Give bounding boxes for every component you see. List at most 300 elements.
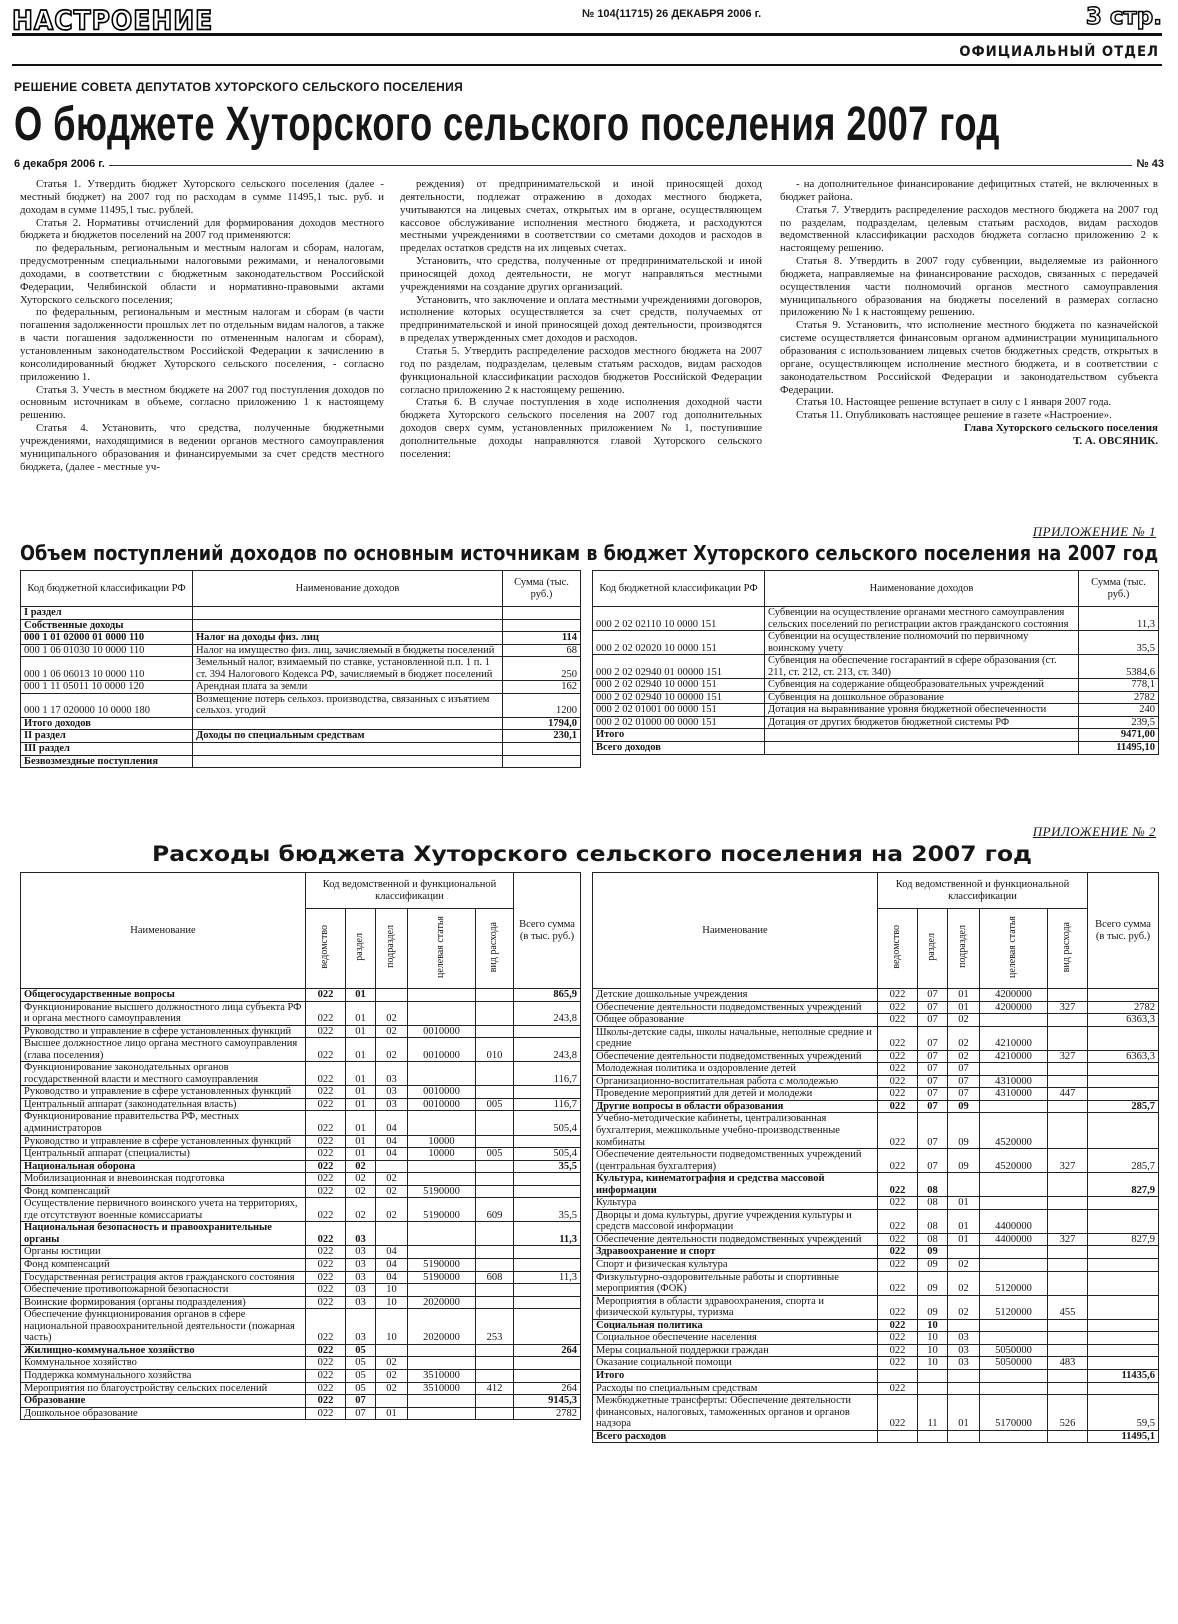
vid-rashoda-cell: [476, 989, 514, 1002]
expense-row: [21, 1309, 581, 1345]
vedomstvo-cell: 022: [878, 1075, 918, 1088]
expense-name-cell: Здравоохранение и спорт: [593, 1246, 878, 1259]
article-column-2: [400, 178, 762, 461]
razdel-cell: 02: [346, 1185, 376, 1198]
expense-name-cell: Школы-детские сады, школы начальные, неполные средние и средние: [593, 1026, 878, 1050]
razdel-cell: 10: [918, 1332, 948, 1345]
income-sum-cell: [503, 743, 581, 756]
razdel-cell: 09: [918, 1271, 948, 1295]
income-code-cell: II раздел: [21, 730, 193, 743]
income-row: [21, 644, 581, 657]
expense-sum-cell: [1088, 1271, 1159, 1295]
vid-rashoda-cell: [1048, 1382, 1088, 1395]
vedomstvo-cell: 022: [878, 1233, 918, 1246]
expense-sum-cell: [1088, 1075, 1159, 1088]
expense-name-cell: Руководство и управление в сфере установленных функций: [21, 1086, 306, 1099]
vid-rashoda-cell: 327: [1048, 1050, 1088, 1063]
income-row: [593, 729, 1159, 742]
razdel-cell: 07: [346, 1407, 376, 1420]
cel-statya-cell: [980, 1014, 1048, 1027]
podrazdel-cell: 02: [948, 1271, 980, 1295]
dateline: [14, 158, 1164, 172]
podrazdel-cell: 09: [948, 1100, 980, 1113]
podrazdel-cell: 02: [376, 1025, 408, 1038]
dateline-rule: [14, 165, 1164, 166]
expense-sum-cell: 35,5: [514, 1198, 581, 1222]
expense-sum-cell: 264: [514, 1382, 581, 1395]
vedomstvo-cell: 022: [878, 1344, 918, 1357]
cel-statya-cell: [980, 1063, 1048, 1076]
razdel-cell: 01: [346, 1001, 376, 1025]
expense-row: [593, 1088, 1159, 1101]
expense-sum-cell: [514, 1369, 581, 1382]
income-name-cell: [193, 743, 503, 756]
income-sum-header: Сумма (тыс. руб.): [503, 571, 581, 607]
vid-rashoda-cell: [1048, 1026, 1088, 1050]
vedomstvo-cell: 022: [306, 1259, 346, 1272]
income-row: [21, 717, 581, 730]
podrazdel-cell: 01: [376, 1407, 408, 1420]
cel-statya-cell: [408, 1344, 476, 1357]
income-row: [593, 691, 1159, 704]
podrazdel-cell: 03: [376, 1098, 408, 1111]
income-sum-cell: 11,3: [1079, 607, 1159, 631]
expense-row: [593, 1233, 1159, 1246]
expense-row: [21, 1111, 581, 1135]
vedomstvo-cell: 022: [878, 1271, 918, 1295]
expense-row: [593, 1173, 1159, 1197]
income-row: [593, 631, 1159, 655]
expense-sum-cell: 35,5: [514, 1160, 581, 1173]
razdel-cell: 07: [918, 1001, 948, 1014]
vedomstvo-cell: 022: [878, 1395, 918, 1431]
vid-rashoda-cell: 455: [1048, 1295, 1088, 1319]
expense-sum-cell: [1088, 1209, 1159, 1233]
podrazdel-cell: 02: [376, 1369, 408, 1382]
expense-name-cell: Образование: [21, 1395, 306, 1408]
income-code-cell: 000 2 02 02940 10 00000 151: [593, 691, 765, 704]
expense-name-cell: Обеспечение противопожарной безопасности: [21, 1284, 306, 1297]
expense-name-cell: Всего расходов: [593, 1430, 878, 1443]
expense-row: [593, 1395, 1159, 1431]
vedomstvo-cell: 022: [306, 1111, 346, 1135]
article-paragraph: - на дополнительное финансирование дефицитных статей, не включенных в бюджет района.: [780, 178, 1158, 203]
masthead: [12, 6, 1162, 36]
cel-statya-cell: 10000: [408, 1148, 476, 1161]
expense-name-cell: Обеспечение деятельности подведомственных учреждений: [593, 1050, 878, 1063]
income-sum-cell: [503, 619, 581, 632]
cel-statya-cell: [408, 1395, 476, 1408]
expense-row: [21, 1296, 581, 1309]
podrazdel-cell: 01: [948, 1209, 980, 1233]
cel-statya-cell: 4200000: [980, 1001, 1048, 1014]
cel-statya-cell: [408, 1222, 476, 1246]
vedomstvo-cell: 022: [878, 1063, 918, 1076]
razdel-cell: 01: [346, 1111, 376, 1135]
vid-rashoda-cell: [476, 1246, 514, 1259]
podrazdel-cell: 02: [948, 1295, 980, 1319]
vid-rashoda-cell: [476, 1111, 514, 1135]
income-code-cell: Безвозмездные поступления: [21, 755, 193, 768]
razdel-cell: 03: [346, 1246, 376, 1259]
razdel-cell: 03: [346, 1284, 376, 1297]
cel-statya-cell: [980, 1173, 1048, 1197]
expense-row: [21, 989, 581, 1002]
expense-row: [593, 1113, 1159, 1149]
expense-sum-cell: [514, 1135, 581, 1148]
article-column-1: [20, 178, 384, 473]
razdel-cell: 07: [918, 1088, 948, 1101]
vedomstvo-cell: 022: [878, 1319, 918, 1332]
vedomstvo-cell: 022: [878, 1113, 918, 1149]
income-table-right: [592, 570, 1159, 755]
razdel-cell: 01: [346, 1086, 376, 1099]
cel-statya-cell: [408, 989, 476, 1002]
razdel-cell: 09: [918, 1259, 948, 1272]
income-row: [21, 743, 581, 756]
cel-statya-cell: [980, 1319, 1048, 1332]
cel-statya-cell: 0010000: [408, 1098, 476, 1111]
expense-row: [593, 1014, 1159, 1027]
razdel-cell: 07: [918, 1149, 948, 1173]
vedomstvo-cell: 022: [306, 1160, 346, 1173]
vedomstvo-cell: 022: [878, 1050, 918, 1063]
razdel-cell: 05: [346, 1357, 376, 1370]
expense-row: [21, 1407, 581, 1420]
income-code-cell: Всего доходов: [593, 742, 765, 755]
expense-row: [593, 1259, 1159, 1272]
expense-name-cell: Обеспечение деятельности подведомственных учреждений (центральная бухгалтерия): [593, 1149, 878, 1173]
expense-row: [593, 989, 1159, 1002]
income-code-cell: 000 2 02 02020 10 0000 151: [593, 631, 765, 655]
vedomstvo-cell: 022: [306, 1296, 346, 1309]
podrazdel-cell: 02: [948, 1014, 980, 1027]
expense-sum-cell: [514, 1185, 581, 1198]
expense-name-cell: Детские дошкольные учреждения: [593, 989, 878, 1002]
income-code-cell: 000 2 02 02940 10 0000 151: [593, 679, 765, 692]
expense-name-cell: Коммунальное хозяйство: [21, 1357, 306, 1370]
newspaper-logo: НАСТРОЕНИЕ: [12, 5, 214, 36]
vedomstvo-cell: 022: [306, 1148, 346, 1161]
vedomstvo-header: ведомство: [891, 924, 903, 969]
cel-statya-cell: 5170000: [980, 1395, 1048, 1431]
expense-name-cell: Функционирование законодательных органов государственной власти и местного самоуправления: [21, 1062, 306, 1086]
razdel-cell: 07: [918, 1075, 948, 1088]
vedomstvo-cell: 022: [306, 1086, 346, 1099]
expense-row: [593, 1369, 1159, 1382]
cel-header: целевая статья: [1007, 915, 1019, 978]
expense-sum-cell: [1088, 1344, 1159, 1357]
cel-statya-cell: [980, 1369, 1048, 1382]
cel-statya-cell: 3510000: [408, 1382, 476, 1395]
vid-rashoda-cell: [1048, 1100, 1088, 1113]
razdel-cell: 09: [918, 1295, 948, 1319]
cel-statya-cell: 5190000: [408, 1259, 476, 1272]
vid-rashoda-cell: [476, 1173, 514, 1186]
expense-name-cell: Физкультурно-оздоровительные работы и спортивные мероприятия (ФОК): [593, 1271, 878, 1295]
razdel-header: раздел: [926, 932, 938, 961]
article-paragraph: Статья 9. Установить, что исполнение местного бюджета по казначейской системе осуществляется финансовым органом администрации муниципального образования с использованием лицевых счетов бюджетных средств, открытых в органе, осуществляющем исполнение местного бюджета, и в соответствии с законодательством Российской Федерации и законодательством субъекта Федерации.: [780, 319, 1158, 396]
podrazdel-cell: [948, 1382, 980, 1395]
podrazdel-cell: 03: [948, 1344, 980, 1357]
vedomstvo-cell: 022: [306, 1284, 346, 1297]
column-3-text: [780, 178, 1158, 422]
expense-name-cell: Дошкольное образование: [21, 1407, 306, 1420]
vedomstvo-cell: 022: [878, 1149, 918, 1173]
vid-rashoda-cell: [1048, 1246, 1088, 1259]
expense-row: [593, 1246, 1159, 1259]
expense-name-cell: Культура: [593, 1197, 878, 1210]
podrazdel-cell: 10: [376, 1296, 408, 1309]
cel-statya-cell: 0010000: [408, 1025, 476, 1038]
razdel-cell: 10: [918, 1319, 948, 1332]
vedomstvo-cell: 022: [878, 1246, 918, 1259]
income-sum-cell: 230,1: [503, 730, 581, 743]
article-paragraph: Статья 1. Утвердить бюджет Хуторского сельского поселения (далее - местный бюджет) на 2007 год по расходам в сумме 11495,1 тыс. руб. и доходам в сумме 11495,1 тыс. рублей.: [20, 178, 384, 216]
vid-rashoda-cell: 609: [476, 1198, 514, 1222]
income-code-cell: 000 1 06 01030 10 0000 110: [21, 644, 193, 657]
vid-rashoda-cell: 526: [1048, 1395, 1088, 1431]
income-code-header: Код бюджетной классификации РФ: [593, 571, 765, 607]
expense-row: [21, 1271, 581, 1284]
income-table-left: [20, 570, 581, 768]
razdel-cell: 02: [346, 1160, 376, 1173]
expense-row: [593, 1319, 1159, 1332]
expense-row: [21, 1222, 581, 1246]
income-sum-cell: 11495,10: [1079, 742, 1159, 755]
expense-sum-cell: [1088, 1357, 1159, 1370]
razdel-header: раздел: [354, 932, 366, 961]
vid-rashoda-cell: [476, 1259, 514, 1272]
expense-sum-cell: 285,7: [1088, 1149, 1159, 1173]
expense-name-cell: Руководство и управление в сфере установленных функций: [21, 1025, 306, 1038]
decision-date: 6 декабря 2006 г.: [14, 158, 109, 171]
income-code-cell: 000 2 02 02110 10 0000 151: [593, 607, 765, 631]
income-code-cell: 000 1 01 02000 01 0000 110: [21, 632, 193, 645]
expense-sum-cell: [1088, 1332, 1159, 1345]
expense-row: [21, 1160, 581, 1173]
decision-number: № 43: [1132, 158, 1164, 171]
income-name-cell: Доходы по специальным средствам: [193, 730, 503, 743]
podrazdel-cell: [948, 1319, 980, 1332]
vid-rashoda-cell: 447: [1048, 1088, 1088, 1101]
vid-rashoda-cell: [1048, 1369, 1088, 1382]
income-row: [593, 704, 1159, 717]
razdel-cell: 08: [918, 1209, 948, 1233]
razdel-cell: 01: [346, 1038, 376, 1062]
vedomstvo-cell: 022: [306, 1246, 346, 1259]
expense-row: [593, 1197, 1159, 1210]
vid-rashoda-cell: [1048, 1173, 1088, 1197]
razdel-cell: 01: [346, 1148, 376, 1161]
article-paragraph: Статья 8. Утвердить в 2007 году субвенции, выделяемые из районного бюджета, направляемые на финансирование расходов, связанных с передачей осуществления части полномочий органов местного самоуправления муниципального образования на бюджеты поселений в размерах согласно приложению № 1 к настоящему решению.: [780, 255, 1158, 319]
expense-name-cell: Мероприятия в области здравоохранения, спорта и физической культуры, туризма: [593, 1295, 878, 1319]
expense-row: [21, 1382, 581, 1395]
razdel-cell: 08: [918, 1173, 948, 1197]
expense-table-right: [592, 872, 1159, 1443]
podrazdel-cell: [376, 1160, 408, 1173]
expense-sum-cell: [514, 1296, 581, 1309]
vedomstvo-header: ведомство: [319, 924, 331, 969]
podrazdel-cell: 10: [376, 1284, 408, 1297]
podrazdel-cell: 09: [948, 1113, 980, 1149]
expense-name-cell: Центральный аппарат (специалисты): [21, 1148, 306, 1161]
expense-row: [593, 1357, 1159, 1370]
vid-rashoda-cell: 010: [476, 1038, 514, 1062]
vedomstvo-cell: 022: [878, 1088, 918, 1101]
expense-row: [21, 1025, 581, 1038]
podrazdel-cell: 03: [948, 1357, 980, 1370]
income-name-cell: [765, 729, 1079, 742]
cel-statya-cell: 5120000: [980, 1295, 1048, 1319]
razdel-cell: 11: [918, 1395, 948, 1431]
expense-table-left: [20, 872, 581, 1420]
vedomstvo-cell: 022: [878, 989, 918, 1002]
expense-sum-cell: [1088, 1319, 1159, 1332]
expense-sum-cell: [1088, 1259, 1159, 1272]
vid-rashoda-cell: [476, 1344, 514, 1357]
podrazdel-cell: 03: [376, 1062, 408, 1086]
income-name-cell: Дотация на выравнивание уровня бюджетной обеспеченности: [765, 704, 1079, 717]
podrazdel-cell: 02: [376, 1382, 408, 1395]
razdel-cell: 07: [918, 1100, 948, 1113]
cel-statya-cell: 4310000: [980, 1088, 1048, 1101]
cel-statya-cell: [980, 1246, 1048, 1259]
income-code-cell: 000 2 02 01000 00 0000 151: [593, 716, 765, 729]
vedomstvo-cell: 022: [878, 1014, 918, 1027]
expense-sum-cell: 6363,3: [1088, 1050, 1159, 1063]
income-code-cell: 000 2 02 02940 01 00000 151: [593, 655, 765, 679]
expense-row: [21, 1357, 581, 1370]
expense-name-header: Наименование: [593, 873, 878, 989]
razdel-cell: 03: [346, 1222, 376, 1246]
income-sum-cell: 239,5: [1079, 716, 1159, 729]
podrazdel-cell: [948, 1173, 980, 1197]
income-row: [21, 755, 581, 768]
expense-row: [21, 1086, 581, 1099]
vid-rashoda-cell: 005: [476, 1148, 514, 1161]
expense-name-cell: Органы юстиции: [21, 1246, 306, 1259]
income-row: [593, 607, 1159, 631]
expense-name-cell: Высшее должностное лицо органа местного самоуправления (глава поселения): [21, 1038, 306, 1062]
expense-name-cell: Меры социальной поддержки граждан: [593, 1344, 878, 1357]
vid-rashoda-cell: [476, 1160, 514, 1173]
cel-statya-cell: 5050000: [980, 1344, 1048, 1357]
expense-sum-cell: 243,8: [514, 1038, 581, 1062]
vid-rashoda-cell: [1048, 1319, 1088, 1332]
appendix-2-label: ПРИЛОЖЕНИЕ № 2: [1032, 824, 1156, 839]
vedomstvo-cell: 022: [878, 1209, 918, 1233]
income-sum-header: Сумма (тыс. руб.): [1079, 571, 1159, 607]
income-code-cell: III раздел: [21, 743, 193, 756]
razdel-cell: 10: [918, 1357, 948, 1370]
income-code-cell: Итого: [593, 729, 765, 742]
podrazdel-cell: 02: [376, 1198, 408, 1222]
razdel-cell: 09: [918, 1246, 948, 1259]
cel-statya-cell: [408, 1173, 476, 1186]
article-paragraph: по федеральным, региональным и местным налогам и сборам (в части погашения задолженности прошлых лет по отдельным видам налогов, а также в части погашения задолженности по отмененным налогам и сборам), установленным законодательством Российской Федерации к зачислению в консолидированный бюджет Хуторского сельского поселения, - согласно приложению 1.: [20, 306, 384, 383]
vid-rashoda-cell: [476, 1135, 514, 1148]
vid-rashoda-cell: 483: [1048, 1357, 1088, 1370]
expense-sum-cell: 505,4: [514, 1148, 581, 1161]
expense-sum-cell: 116,7: [514, 1062, 581, 1086]
vedomstvo-cell: 022: [306, 1135, 346, 1148]
article-paragraph: Статья 2. Нормативы отчислений для формирования доходов местного бюджета и бюджетов поселений на 2007 год применяются:: [20, 216, 384, 242]
podrazdel-cell: 02: [376, 1038, 408, 1062]
expense-name-cell: Центральный аппарат (законодательная власть): [21, 1098, 306, 1111]
razdel-cell: 02: [346, 1198, 376, 1222]
expense-sum-cell: 116,7: [514, 1098, 581, 1111]
expense-row: [593, 1382, 1159, 1395]
cel-header: целевая статья: [435, 915, 447, 978]
expense-row: [593, 1149, 1159, 1173]
income-row: [593, 742, 1159, 755]
classification-header: Код ведомственной и функциональной классификации: [306, 873, 514, 909]
podrazdel-cell: [376, 1344, 408, 1357]
cel-statya-cell: 2020000: [408, 1296, 476, 1309]
cel-statya-cell: 4400000: [980, 1233, 1048, 1246]
expense-row: [21, 1344, 581, 1357]
expense-name-cell: Общее образование: [593, 1014, 878, 1027]
vid-rashoda-cell: 327: [1048, 1233, 1088, 1246]
expense-sum-cell: [1088, 1088, 1159, 1101]
razdel-cell: 03: [346, 1309, 376, 1345]
expense-row: [21, 1148, 581, 1161]
podrazdel-header: подраздел: [385, 925, 397, 969]
expense-sum-cell: 827,9: [1088, 1173, 1159, 1197]
expense-row: [593, 1075, 1159, 1088]
expense-sum-cell: 2782: [1088, 1001, 1159, 1014]
income-sum-cell: 1794,0: [503, 717, 581, 730]
expense-name-cell: Социальная политика: [593, 1319, 878, 1332]
vid-rashoda-cell: [1048, 1075, 1088, 1088]
razdel-cell: 05: [346, 1369, 376, 1382]
podrazdel-cell: [948, 1246, 980, 1259]
vedomstvo-cell: 022: [306, 1222, 346, 1246]
expense-name-cell: Другие вопросы в области образования: [593, 1100, 878, 1113]
cel-statya-cell: [408, 1284, 476, 1297]
expense-sum-cell: [1088, 1026, 1159, 1050]
vid-rashoda-cell: [1048, 1197, 1088, 1210]
article-paragraph: Статья 3. Учесть в местном бюджете на 2007 год поступления доходов по основным источникам в объеме, согласно приложению 1 к настоящему решению.: [20, 383, 384, 422]
expense-name-cell: Культура, кинематография и средства массовой информации: [593, 1173, 878, 1197]
income-name-cell: Субвенция на дошкольное образование: [765, 691, 1079, 704]
expense-name-cell: Дворцы и дома культуры, другие учреждения культуры и средств массовой информации: [593, 1209, 878, 1233]
income-name-cell: Субвенции на осуществление полномочий по первичному воинскому учету: [765, 631, 1079, 655]
cel-statya-cell: 5050000: [980, 1357, 1048, 1370]
vedomstvo-cell: 022: [878, 1259, 918, 1272]
cel-statya-cell: 2020000: [408, 1309, 476, 1345]
signature-name: Т. А. ОВСЯНИК.: [1073, 435, 1158, 448]
vid-rashoda-cell: 608: [476, 1271, 514, 1284]
cel-statya-cell: 5190000: [408, 1185, 476, 1198]
razdel-cell: 05: [346, 1382, 376, 1395]
vedomstvo-cell: 022: [306, 1369, 346, 1382]
expense-row: [21, 1246, 581, 1259]
razdel-cell: 02: [346, 1173, 376, 1186]
vedomstvo-cell: 022: [878, 1332, 918, 1345]
vedomstvo-cell: 022: [878, 1382, 918, 1395]
vid-header: вид расхода: [1061, 921, 1073, 972]
cel-statya-cell: 4210000: [980, 1050, 1048, 1063]
article-paragraph: реждения) от предпринимательской и иной приносящей доход деятельности, подлежат отражению в доходах местного бюджета, учитываются на лицевых счетах, открытых им в органе, осуществляющем кассовое обслуживание исполнения местного бюджета, и расходуются местными учреждениями в соответствии со сметами доходов и расходов в пределах остатков средств на их лицевых счетах.: [400, 178, 762, 255]
vedomstvo-cell: 022: [878, 1357, 918, 1370]
income-code-cell: 000 1 11 05011 10 0000 120: [21, 681, 193, 694]
income-code-cell: Итого доходов: [21, 717, 193, 730]
razdel-cell: [918, 1382, 948, 1395]
expense-sum-cell: 2782: [514, 1407, 581, 1420]
podrazdel-cell: 02: [376, 1185, 408, 1198]
